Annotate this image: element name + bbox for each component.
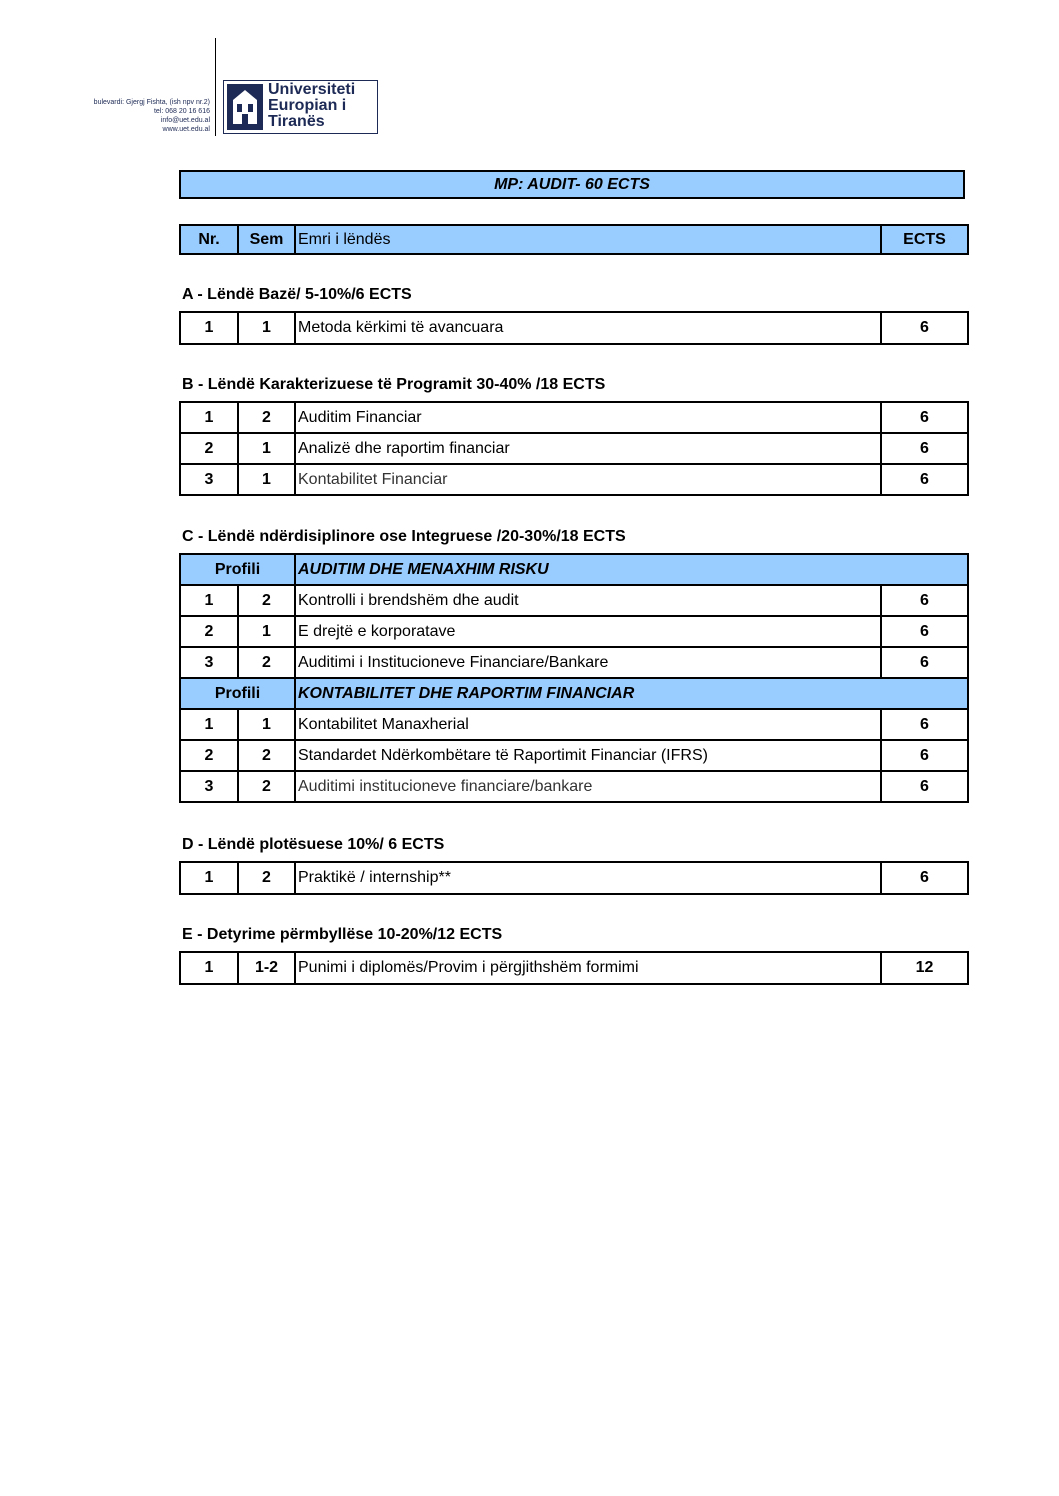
table-row — [180, 402, 968, 433]
table-row — [180, 312, 968, 344]
profile-label: Profili — [180, 678, 295, 709]
row-ects: 6 — [881, 709, 968, 740]
row-nr: 1 — [180, 952, 238, 984]
section-a-heading: A - Lëndë Bazë/ 5-10%/6 ECTS — [182, 286, 412, 303]
row-ects: 12 — [881, 952, 968, 984]
table-row — [180, 862, 968, 894]
row-nr: 1 — [180, 312, 238, 344]
row-nr: 1 — [180, 585, 238, 616]
profile-name: AUDITIM DHE MENAXHIM RISKU — [295, 554, 968, 585]
row-sem: 2 — [238, 402, 295, 433]
university-name — [268, 82, 355, 130]
profile-row — [180, 678, 968, 709]
table-row — [180, 740, 968, 771]
row-ects: 6 — [881, 585, 968, 616]
profile-name: KONTABILITET DHE RAPORTIM FINANCIAR — [295, 678, 968, 709]
row-sem: 1 — [238, 464, 295, 495]
table-row — [180, 771, 968, 802]
row-sem: 2 — [238, 771, 295, 802]
row-course-name: Kontabilitet Financiar — [295, 464, 881, 495]
row-course-name: Auditim Financiar — [295, 402, 881, 433]
row-sem: 1 — [238, 616, 295, 647]
university-logo — [223, 80, 378, 134]
row-course-name: Kontrolli i brendshëm dhe audit — [295, 585, 881, 616]
row-ects: 6 — [881, 464, 968, 495]
contact-email: info@uet.edu.al — [160, 117, 210, 124]
section-d-table — [179, 861, 969, 895]
row-ects: 6 — [881, 862, 968, 894]
row-nr: 1 — [180, 862, 238, 894]
row-course-name: Auditimi i Institucioneve Financiare/Bankare — [295, 647, 881, 678]
row-ects: 6 — [881, 740, 968, 771]
profile-row — [180, 554, 968, 585]
column-header-row — [180, 225, 968, 254]
row-course-name: Auditimi institucioneve financiare/bankare — [295, 771, 881, 802]
column-nr: Nr. — [180, 225, 238, 254]
column-ects: ECTS — [881, 225, 968, 254]
row-course-name: Analizë dhe raportim financiar — [295, 433, 881, 464]
university-name-line-3: Tiranës — [268, 113, 325, 130]
column-sem: Sem — [238, 225, 295, 254]
section-e-table — [179, 951, 969, 985]
row-course-name: Punimi i diplomës/Provim i përgjithshëm formimi — [295, 952, 881, 984]
row-ects: 6 — [881, 616, 968, 647]
table-row — [180, 952, 968, 984]
contact-address: bulevardi: Gjergj Fishta, (ish npv nr.2) — [93, 99, 210, 106]
row-nr: 2 — [180, 740, 238, 771]
section-c-table — [179, 553, 969, 803]
row-nr: 2 — [180, 616, 238, 647]
row-nr: 3 — [180, 771, 238, 802]
contact-block — [60, 98, 210, 134]
row-course-name: Praktikë / internship** — [295, 862, 881, 894]
table-row — [180, 709, 968, 740]
row-sem: 2 — [238, 862, 295, 894]
university-emblem-icon — [227, 84, 263, 130]
table-row — [180, 647, 968, 678]
row-ects: 6 — [881, 312, 968, 344]
row-course-name: Standardet Ndërkombëtare të Raportimit Financiar (IFRS) — [295, 740, 881, 771]
row-nr: 1 — [180, 402, 238, 433]
row-nr: 3 — [180, 464, 238, 495]
row-sem: 1 — [238, 433, 295, 464]
row-sem: 1 — [238, 709, 295, 740]
row-course-name: E drejtë e korporatave — [295, 616, 881, 647]
header-divider — [215, 38, 216, 136]
row-course-name: Kontabilitet Manaxherial — [295, 709, 881, 740]
row-nr: 1 — [180, 709, 238, 740]
section-d-heading: D - Lëndë plotësuese 10%/ 6 ECTS — [182, 836, 445, 853]
table-row — [180, 585, 968, 616]
row-sem: 2 — [238, 647, 295, 678]
row-sem: 2 — [238, 585, 295, 616]
section-b-table — [179, 401, 969, 496]
table-row — [180, 433, 968, 464]
row-ects: 6 — [881, 647, 968, 678]
university-name-line-1: Universiteti — [268, 81, 356, 98]
section-a-table — [179, 311, 969, 345]
row-ects: 6 — [881, 402, 968, 433]
row-sem: 1 — [238, 312, 295, 344]
row-course-name: Metoda kërkimi të avancuara — [295, 312, 881, 344]
row-sem: 1-2 — [238, 952, 295, 984]
table-row — [180, 464, 968, 495]
contact-website: www.uet.edu.al — [162, 126, 210, 133]
section-e-heading: E - Detyrime përmbyllëse 10-20%/12 ECTS — [182, 926, 503, 943]
profile-label: Profili — [180, 554, 295, 585]
table-row — [180, 616, 968, 647]
section-c-heading: C - Lëndë ndërdisiplinore ose Integruese /20-30%/18 ECTS — [182, 528, 626, 545]
row-nr: 2 — [180, 433, 238, 464]
section-b-heading: B - Lëndë Karakterizuese të Programit 30-40% /18 ECTS — [182, 376, 606, 393]
row-ects: 6 — [881, 433, 968, 464]
row-nr: 3 — [180, 647, 238, 678]
row-ects: 6 — [881, 771, 968, 802]
contact-phone: tel: 068 20 16 616 — [153, 108, 210, 115]
column-header-table — [179, 224, 969, 255]
row-sem: 2 — [238, 740, 295, 771]
program-title: MP: AUDIT- 60 ECTS — [179, 170, 965, 199]
university-name-line-2: Europian i — [268, 97, 347, 114]
column-name: Emri i lëndës — [295, 225, 881, 254]
